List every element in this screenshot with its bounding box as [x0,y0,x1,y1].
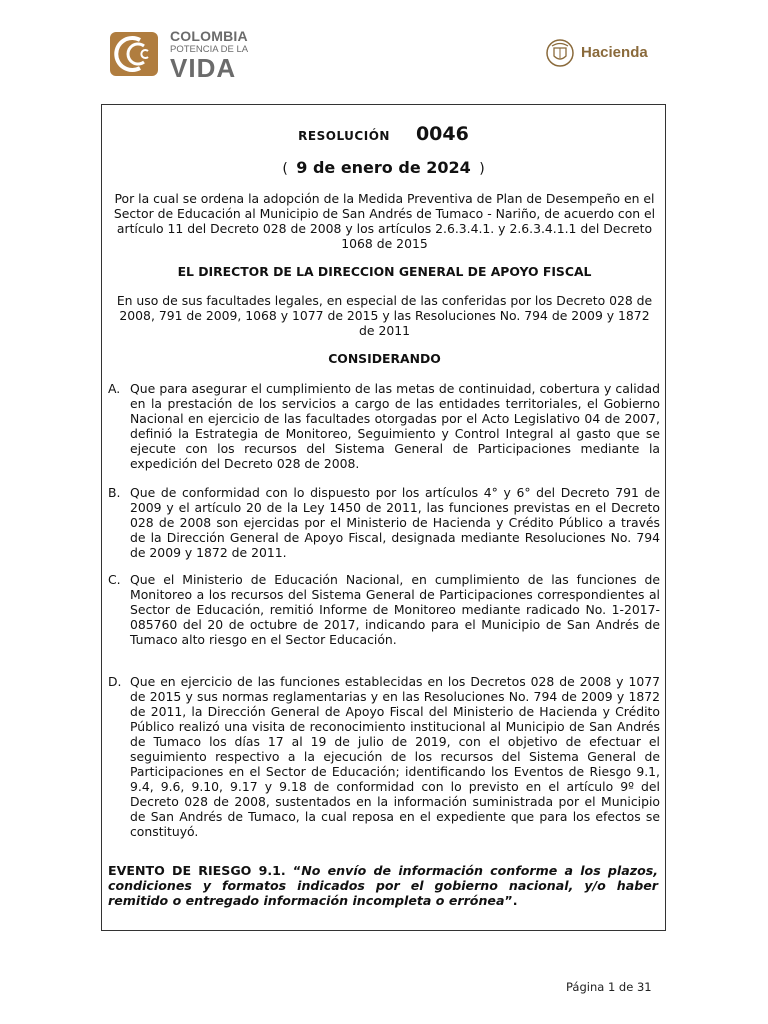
page-number: Página 1 de 31 [566,980,652,994]
coat-of-arms-icon [545,38,575,68]
risk-event-description: No envío de información conforme a los plazos, condiciones y formatos indicados por el gobierno nacional, y/o haber remitido o entregado información incompleta o errónea [108,863,658,908]
logo-line-3: VIDA [170,53,237,83]
resolution-title [102,123,665,145]
consideration-item [108,381,660,471]
resolution-number: 0046 [415,123,469,145]
faculties-paragraph: En uso de sus facultades legales, en especial de las conferidas por los Decreto 028 de 2008, 791 de 2009, 1068 y 1077 de 2015 y las Resoluciones No. 794 de 2009 y 1872 de 2011 [116,293,653,338]
considering-heading: CONSIDERANDO [328,351,441,366]
item-text: Que el Ministerio de Educación Nacional, en cumplimiento de las funciones de Monitoreo a los recursos del Sistema General de Participaciones correspondientes al Sector de Educación, remitió Informe de Monitoreo mediante radicado No. 1-2017-085760 del 20 de octubre de 2017, indicando para el Municipio de San Andrés de Tumaco alto riesgo en el Sector Educación. [130,572,660,647]
date-text: 9 de enero de 2024 [296,158,471,177]
date-open-paren: ( [282,161,288,177]
date-close-paren: ) [479,161,485,177]
item-text: Que de conformidad con lo dispuesto por los artículos 4° y 6° del Decreto 791 de 2009 y el artículo 20 de la Ley 1450 de 2011, las funciones previstas en el Decreto 028 de 2008 son ejercidas por el Ministerio de Hacienda y Crédito Público a través de la Dirección General de Apoyo Fiscal, designada mediante Resoluciones No. 794 de 2009 y 1872 de 2011. [130,485,660,560]
item-label: B. [108,485,121,500]
risk-event-prefix: EVENTO DE RIESGO 9.1. “ [108,863,302,878]
resolution-document-box [101,104,666,931]
resolution-summary: Por la cual se ordena la adopción de la Medida Preventiva de Plan de Desempeño en el Sector de Educación al Municipio de San Andrés de Tumaco - Nariño, de acuerdo con el artículo 11 del Decreto 028 de 2008 y los artículos 2.6.3.4.1. y 2.6.3.4.1.1 del Decreto 1068 de 2015 [113,191,656,251]
resolution-date [102,158,665,177]
item-text: Que en ejercicio de las funciones establecidas en los Decretos 028 de 2008 y 1077 de 2015 y sus normas reglamentarias y en las Resoluciones No. 794 de 2009 y 1872 de 2011, la Dirección General de Apoyo Fiscal del Ministerio de Hacienda y Crédito Público realizó una visita de reconocimiento institucional al Municipio de San Andrés de Tumaco los días 17 al 19 de julio de 2019, con el objetivo de efectuar el seguimiento respectivo a la ejecución de los recursos del Sistema General de Participaciones en el Sector de Educación; identificando los Eventos de Riesgo 9.1, 9.4, 9.6, 9.10, 9.17 y 9.18 de conformidad con lo previsto en el artículo 9º del Decreto 028 de 2008, sustentados en la información suministrada por el Municipio de San Andrés de Tumaco, la cual reposa en el expediente que para los efectos se constituyó. [130,674,660,839]
item-label: A. [108,381,121,396]
consideration-item [108,674,660,839]
item-text: Que para asegurar el cumplimiento de las metas de continuidad, cobertura y calidad en la prestación de los servicios a cargo de las entidades territoriales, el Gobierno Nacional en ejercicio de las facultades otorgadas por el Acto Legislativo 04 de 2007, definió la Estrategia de Monitoreo, Seguimiento y Control Integral al gasto que se ejecute con los recursos del Sistema General de Participaciones mediante la expedición del Decreto 028 de 2008. [130,381,660,471]
logo-line-1: COLOMBIA [170,28,248,44]
hacienda-logo [545,38,665,70]
risk-event-paragraph [108,863,658,908]
risk-event-suffix: ”. [504,893,518,908]
consideration-item [108,572,660,647]
item-label: D. [108,674,122,689]
consideration-item [108,485,660,560]
colombia-logo-mark-icon [110,32,158,76]
hacienda-label: Hacienda [581,44,648,61]
item-label: C. [108,572,121,587]
resolution-label: RESOLUCIÓN [298,129,390,143]
authority-heading: EL DIRECTOR DE LA DIRECCION GENERAL DE APOYO FISCAL [177,264,592,279]
logo-line-2: POTENCIA DE LA [170,44,249,55]
colombia-potencia-logo [110,28,260,83]
